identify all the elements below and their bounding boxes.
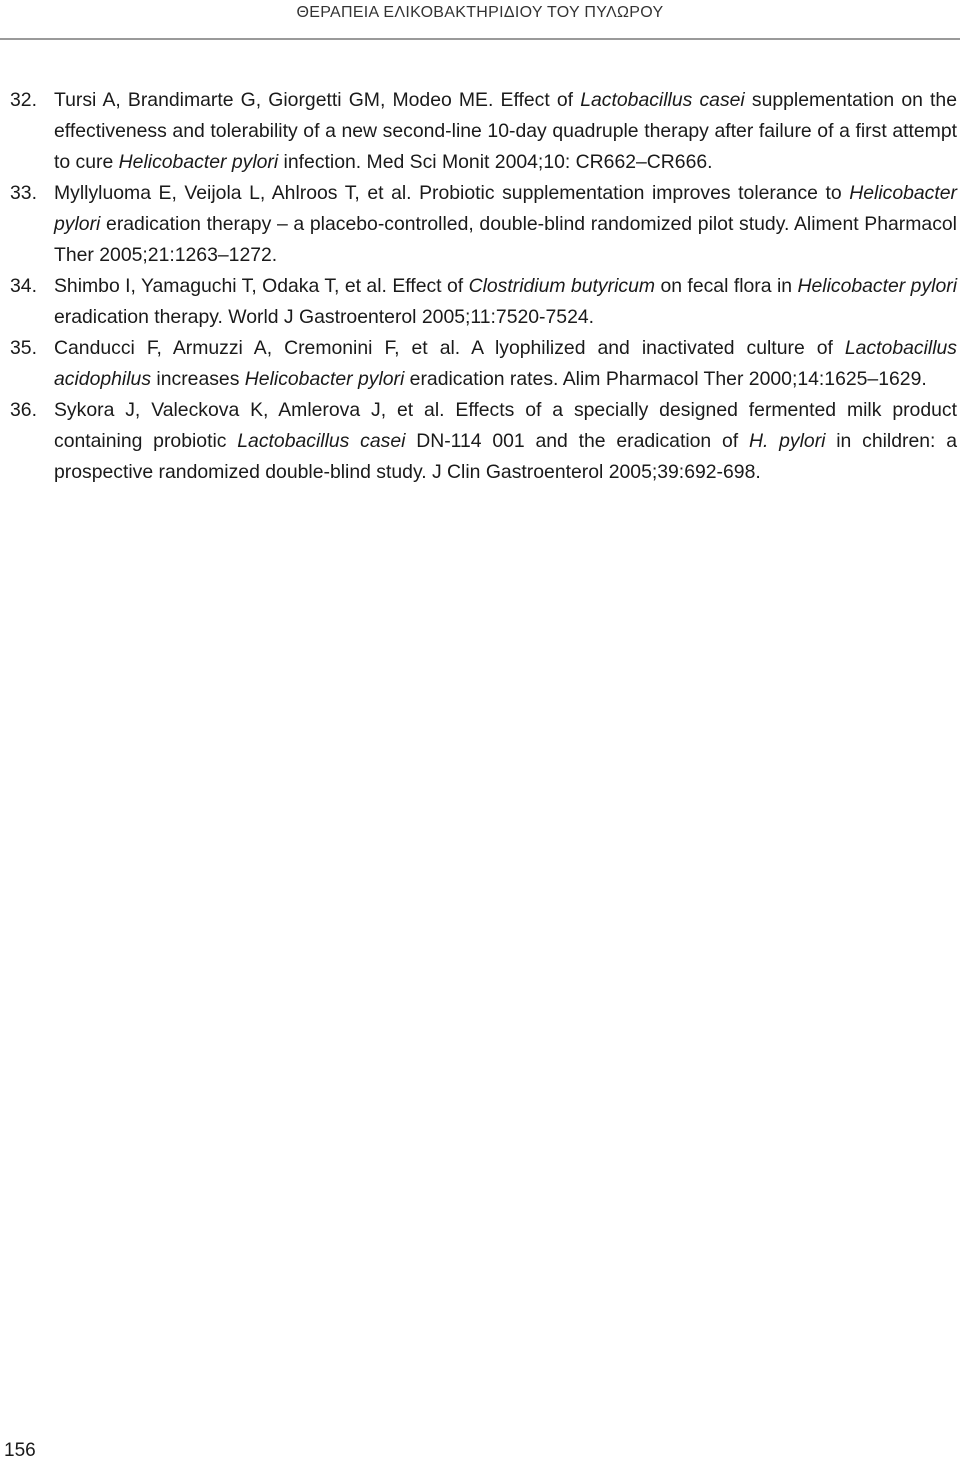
reference-number: 32. — [10, 89, 37, 111]
reference-number: 33. — [10, 182, 37, 204]
reference-number: 35. — [10, 337, 37, 359]
reference-text: Canducci F, Armuzzi A, Cremonini F, et al. A lyophilized and inactivated culture of Lactobacillus acidophilus increases Helicobacter pylori eradication rates. Alim Pharmacol Ther 2000;14:1625–1629. — [54, 337, 957, 390]
reference-item — [10, 333, 957, 395]
reference-list — [10, 85, 957, 488]
reference-text: Tursi A, Brandimarte G, Giorgetti GM, Modeo ME. Effect of Lactobacillus casei supplementation on the effectiveness and tolerability of a new second-line 10-day quadruple therapy after failure of a first attempt to cure Helicobacter pylori infection. Med Sci Monit 2004;10: CR662–CR666. — [54, 89, 957, 173]
reference-text: Myllyluoma E, Veijola L, Ahlroos T, et al. Probiotic supplementation improves tolerance to Helicobacter pylori eradication therapy – a placebo-controlled, double-blind randomized pilot study. Aliment Pharmacol Ther 2005;21:1263–1272. — [54, 182, 957, 266]
reference-item — [10, 395, 957, 488]
reference-item — [10, 271, 957, 333]
running-header: ΘΕΡΑΠΕΙΑ ΕΛΙΚΟΒΑΚΤΗΡΙΔΙΟΥ ΤΟΥ ΠΥΛΩΡΟΥ — [296, 4, 664, 21]
reference-number: 34. — [10, 275, 37, 297]
reference-item — [10, 178, 957, 271]
reference-number: 36. — [10, 399, 37, 421]
header-divider — [0, 38, 960, 40]
reference-item — [10, 85, 957, 178]
page-number: 156 — [4, 1440, 36, 1461]
reference-text: Sykora J, Valeckova K, Amlerova J, et al. Effects of a specially designed fermented milk product containing probiotic Lactobacillus casei DN-114 001 and the eradication of H. pylori in children: a prospective randomized double-blind study. J Clin Gastroenterol 2005;39:692-698. — [54, 399, 957, 483]
reference-text: Shimbo I, Yamaguchi T, Odaka T, et al. Effect of Clostridium butyricum on fecal flora in Helicobacter pylori eradication therapy. World J Gastroenterol 2005;11:7520-7524. — [54, 275, 957, 328]
